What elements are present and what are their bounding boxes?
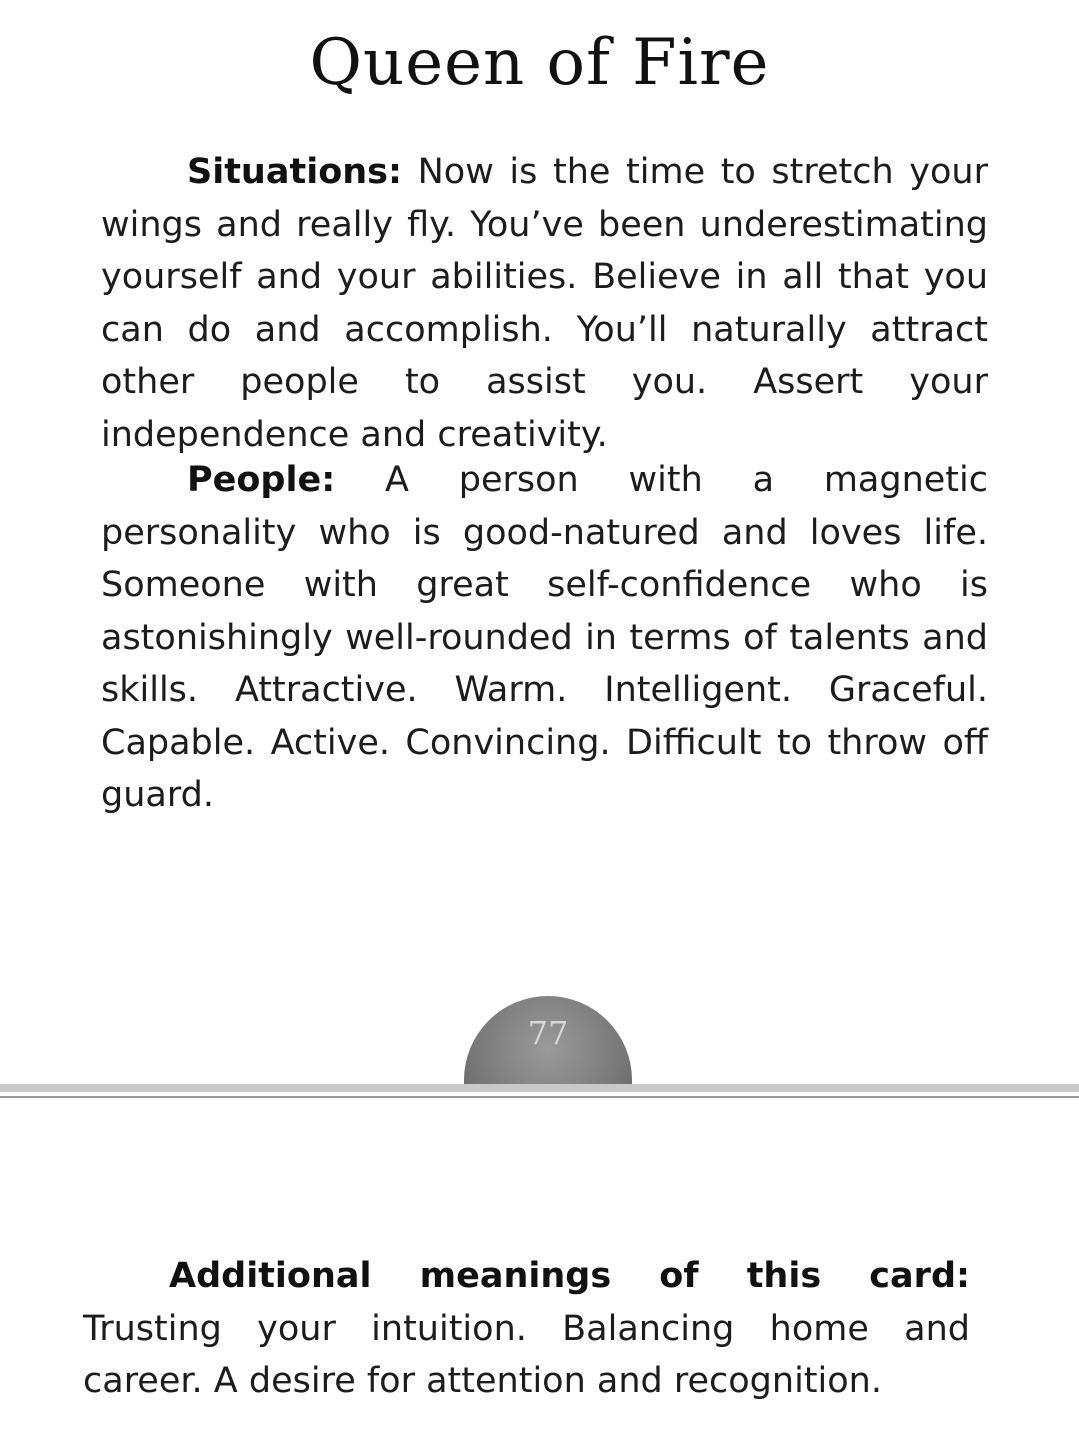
page-title: Queen of Fire [309, 26, 770, 100]
situations-text: Now is the time to stretch your wings and really fly. You’ve been underestimating yourself and your abilities. Believe in all that you can do and accomplish. You’ll naturally attract other people to assist you. Assert your independence and creativity. [101, 152, 988, 455]
page-number: 77 [527, 1014, 569, 1052]
additional-meanings-label: Additional meanings of this card: [169, 1256, 970, 1296]
people-label: People: [187, 460, 336, 500]
page-divider-line [0, 1096, 1079, 1098]
additional-meanings-text: Trusting your intuition. Balancing home and career. A desire for attention and recognition. [83, 1308, 970, 1401]
situations-paragraph [101, 146, 988, 461]
page-number-tab [464, 996, 632, 1084]
people-text: A person with a magnetic personality who is good-natured and loves life. Someone with great self-confidence who is astonishingly well-rounded in terms of talents and skills. Attractive. Warm. Intelligent. Graceful. Capable. Active. Convincing. Difficult to throw off guard. [101, 460, 988, 815]
additional-meanings-paragraph [83, 1250, 970, 1408]
people-paragraph [101, 454, 988, 822]
page-divider [0, 1084, 1079, 1092]
situations-label: Situations: [187, 152, 402, 192]
